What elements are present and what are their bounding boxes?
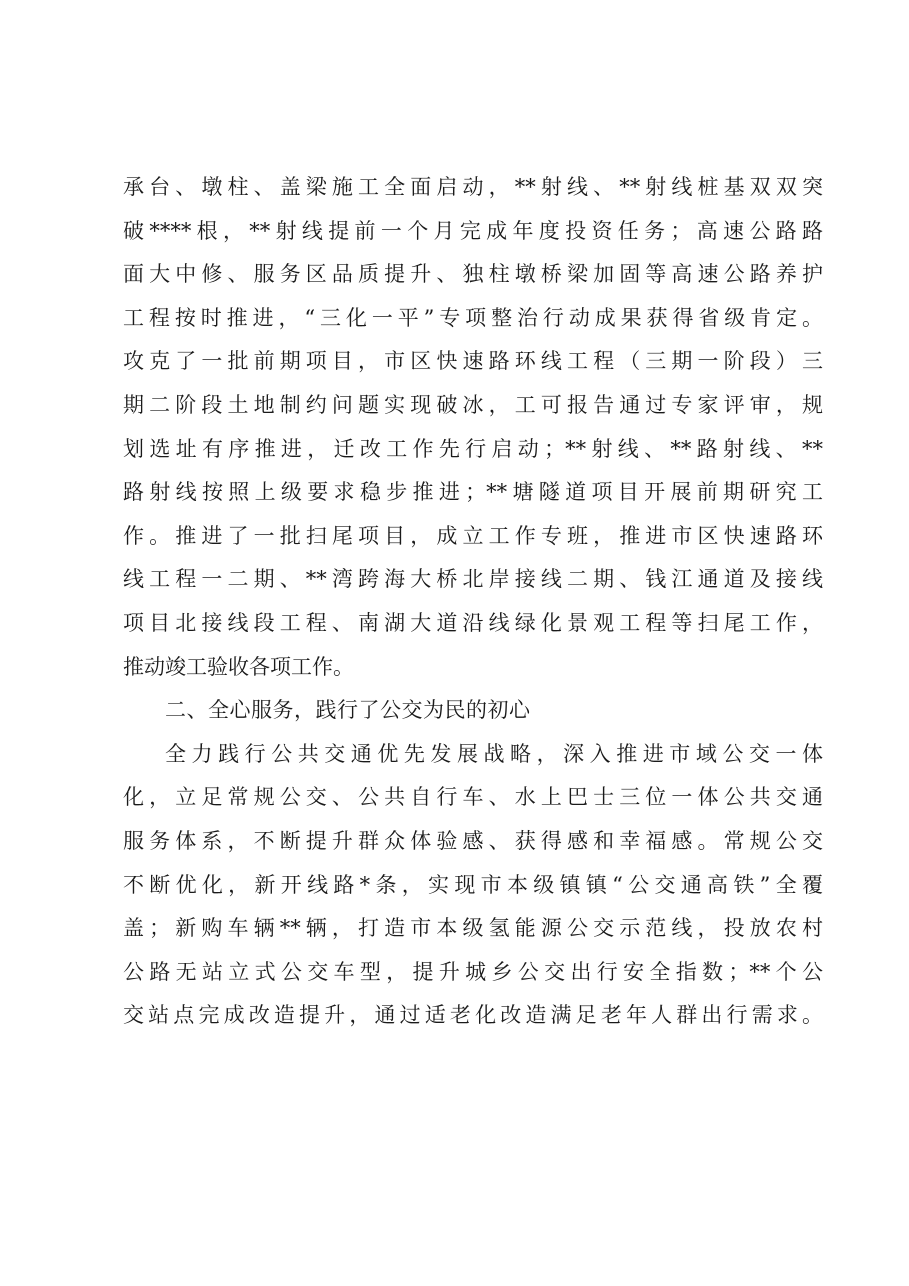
paragraph-line: 线工程一二期、**湾跨海大桥北岸接线二期、钱江通道及接线 xyxy=(123,567,823,592)
paragraph-line: 盖；新购车辆**辆，打造市本级氢能源公交示范线，投放农村 xyxy=(123,916,823,941)
paragraph-line: 破****根，**射线提前一个月完成年度投资任务；高速公路路 xyxy=(123,218,823,243)
paragraph-line: 攻克了一批前期项目，市区快速路环线工程（三期一阶段）三 xyxy=(123,349,823,374)
paragraph-line: 公路无站立式公交车型，提升城乡公交出行安全指数；**个公 xyxy=(123,959,823,984)
paragraph-line: 划选址有序推进，迁改工作先行启动；**射线、**路射线、** xyxy=(123,436,823,461)
paragraph-line: 路射线按照上级要求稳步推进；**塘隧道项目开展前期研究工 xyxy=(123,480,823,505)
paragraph-line: 面大中修、服务区品质提升、独柱墩桥梁加固等高速公路养护 xyxy=(123,262,823,287)
paragraph-line: 不断优化，新开线路*条，实现市本级镇镇“公交通高铁”全覆 xyxy=(123,872,823,897)
paragraph-line: 全力践行公共交通优先发展战略，深入推进市域公交一体 xyxy=(165,741,823,766)
paragraph-line: 推动竣工验收各项工作。 xyxy=(123,654,354,679)
paragraph-line: 作。推进了一批扫尾项目，成立工作专班，推进市区快速路环 xyxy=(123,523,823,548)
paragraph-line: 承台、墩柱、盖梁施工全面启动，**射线、**射线桩基双双突 xyxy=(123,175,823,199)
paragraph-line: 服务体系，不断提升群众体验感、获得感和幸福感。常规公交 xyxy=(123,828,823,853)
paragraph-line: 交站点完成改造提升，通过适老化改造满足老年人群出行需求。 xyxy=(123,1003,823,1028)
section-heading: 二、全心服务，践行了公交为民的初心 xyxy=(165,698,531,723)
paragraph-line: 工程按时推进，“三化一平”专项整治行动成果获得省级肯定。 xyxy=(123,305,823,330)
paragraph-line: 期二阶段土地制约问题实现破冰，工可报告通过专家评审，规 xyxy=(123,392,823,417)
paragraph-line: 项目北接线段工程、南湖大道沿线绿化景观工程等扫尾工作， xyxy=(123,610,823,635)
document-body xyxy=(123,166,823,1038)
paragraph-line: 化，立足常规公交、公共自行车、水上巴士三位一体公共交通 xyxy=(123,785,823,810)
